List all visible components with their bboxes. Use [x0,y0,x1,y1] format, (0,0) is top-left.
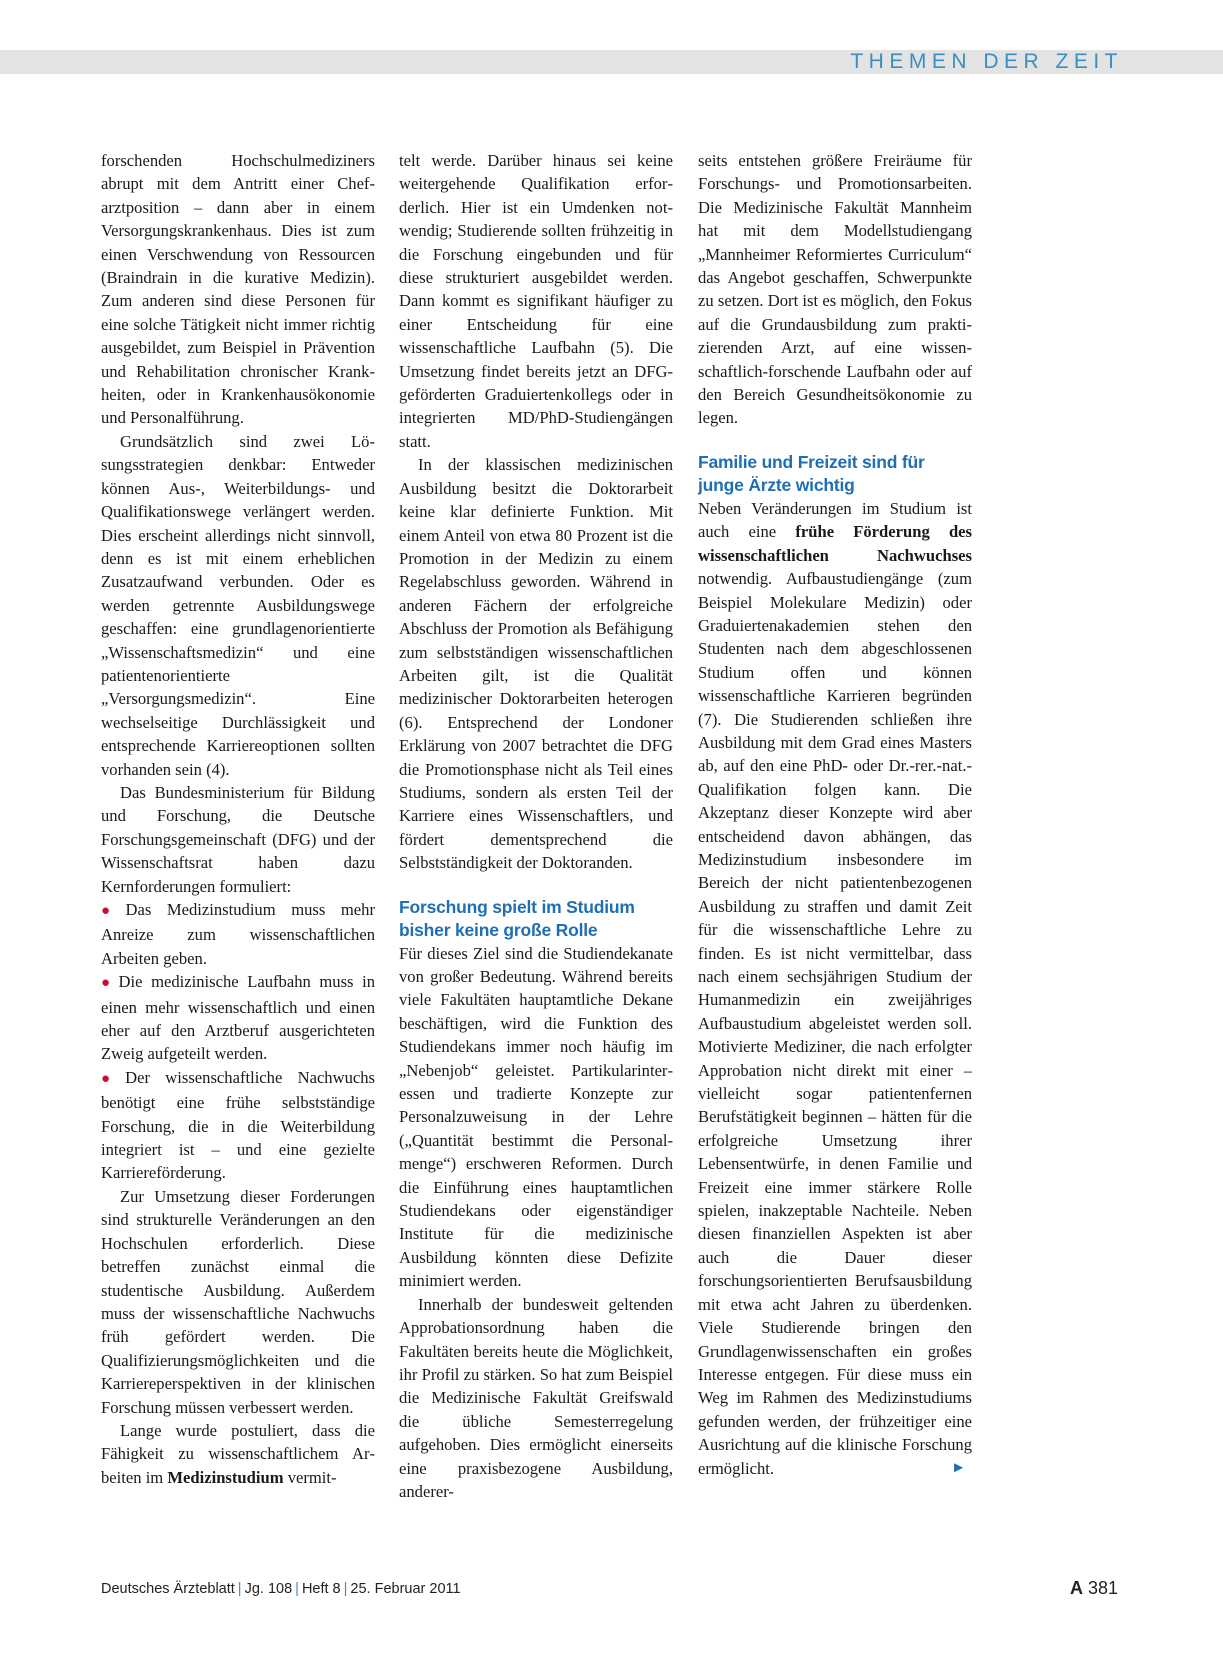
paragraph [698,497,972,1480]
subheading: Forschung spielt im Studium bisher keine große Rolle [399,896,635,940]
bullet-text: Das Medizinstudium muss mehr Anreize zum wissenschaftlichen Arbeiten geben. [101,900,375,968]
text-run: notwendig. Aufbaustudiengänge (zum Beispiel Molekulare Medizin) oder Graduiertenakademien stehen den Studenten nach dem abgeschlossenen Studium offen und können wissenschaftliche Karrieren begründen (7). Die Studierenden schließen ihre Ausbildung mit dem Grad eines Masters ab, auf den eine PhD- oder Dr.-rer.-nat.-Qualifikation folgen kann. Die Akzeptanz dieser Konzepte wird aber entscheidend davon abhängen, das Medizinstudium insbesondere im Bereich der nicht patientenbezogenen Ausbildung zu straffen und damit Zeit für die wissenschaftliche Lehre zu finden. Es ist nicht vermittelbar, dass nach einem sechsjährigen Studium der Humanmedizin ein zweijähriges Aufbaustudium abgeleistet werden soll. Motivierte Mediziner, die nach erfolgter Approbation nicht direkt mit einer – vielleicht sogar patientenfernen Berufstätigkeit beginnen – hätten für die erfolgreiche Umsetzung ihrer Lebensentwürfe, in denen Familie und Freizeit eine immer stärkere Rolle spielen, inakzeptable Nachteile. Neben diesen finanziellen Aspekten ist aber auch die Dauer dieser forschungsorientierten Berufsausbildung mit etwa acht Jahren zu überdenken. Viele Studierende bringen den Grundlagenwissenschaften ein großes Interesse entgegen. Für diese muss ein Weg im Rahmen des Medizinstudiums gefunden werden, der frühzeitiger eine Ausrichtung auf die klinische Forschung ermöglicht. [698,569,972,1478]
paragraph: Grundsätzlich sind zwei Lösungsstrategien denkbar: Entweder können Aus-, Weiterbildungs- und Qualifikationswege verlängert werden. Dies erscheint allerdings nicht sinnvoll, denn es ist mit einem erheblichen Zusatzaufwand verbunden. Oder es werden getrennte Ausbildungswege geschaffen: eine grundlagenorientierte „Wissenschaftsmedizin“ und eine patientenorientierte „Versorgungsmedizin“. Eine wechselseitige Durchlässigkeit und entsprechende Karriereoptionen sollten vorhanden sein (4). [101,431,375,779]
separator: | [295,1581,299,1597]
journal-name: Deutsches Ärzteblatt [101,1581,235,1597]
continue-arrow-icon: ► [951,1459,966,1476]
column-3 [698,149,972,1480]
bullet-item [101,970,375,1066]
paragraph: Das Bundesministerium für Bildung und Forschung, die Deutsche Forschungsgemeinschaft (DFG) und der Wissenschaftsrat haben dazu Kernforderungen formuliert: [101,782,375,896]
paragraph: telt werde. Darüber hinaus sei keine weitergehende Qualifikation erforderlich. Hier ist ein Umdenken notwendig; Studierende sollten frühzeitig in die Forschung eingebunden und für diese strukturiert ausgebildet werden. Dann kommt es signifikant häufiger zu einer Entscheidung für eine wissenschaftliche Laufbahn (5). Die Umsetzung findet bereits jetzt an DFG-geförderten Graduiertenkollegs oder in integrierten MD/PhD-Studiengängen statt. [399,151,673,451]
text-run: Lange wurde postuliert, dass die Fähigkeit zu wissenschaftlichem Arbeiten im [101,1420,375,1487]
bold-term: Medizinstudium [167,1467,284,1487]
column-1 [101,149,375,1489]
paragraph: seits entstehen größere Freiräume für Forschungs- und Promotionsarbeiten. Die Medizinische Fakultät Mannheim hat mit dem Modellstudiengang „Mannheimer Reformiertes Curriculum“ das Angebot geschaffen, Schwerpunkte zu setzen. Dort ist es möglich, den Fokus auf die Grundausbildung zum praktizierenden Arzt, auf eine wissenschaftlich-forschende Laufbahn oder auf den Bereich Gesundheitsökonomie zu legen. [698,151,972,428]
separator: | [237,1581,242,1597]
page-number-value: 381 [1087,1578,1118,1598]
bullet-item [101,898,375,970]
subheading: Familie und Freizeit sind für junge Ärzte wichtig [698,451,925,495]
paragraph: Innerhalb der bundesweit geltenden Approbationsordnung haben die Fakultäten bereits heute die Möglichkeit, ihr Profil zu stärken. So hat zum Beispiel die Medizinische Fakultät Greifswald die übliche Semesterregelung aufgehoben. Dies ermöglicht einerseits eine praxisbezogene Ausbildung, anderer- [399,1294,673,1501]
paragraph: In der klassischen medizinischen Ausbildung besitzt die Doktorarbeit keine klar definierte Funktion. Mit einem Anteil von etwa 80 Prozent ist die Promotion in der Medizin zu einem Regelabschluss geworden. Während in anderen Fächern der erfolgreiche Abschluss der Promotion als Befähigung zum selbstständigen wissenschaftlichen Arbeiten gilt, ist die Qualität medizinischer Doktorarbeiten heterogen (6). Entsprechend der Londoner Erklärung von 2007 betrachtet die DFG die Promotionsphase nicht als Teil eines Studiums, sondern als ersten Teil der Karriere eines Wissenschaftlers, und fördert dementsprechend die Selbstständigkeit der Doktoranden. [399,455,673,873]
page-number [1070,1578,1118,1599]
bullet-item [101,1066,375,1185]
section-title: THEMEN DER ZEIT [850,50,1123,73]
paragraph: Für dieses Ziel sind die Studiendekanate von großer Bedeutung. Während bereits viele Fakultäten hauptamtliche Dekane beschäftigen, wird die Funktion des Studiendekans immer noch häufig im „Nebenjob“ geleistet. Partikularinteressen und tradierte Konzepte zur Personalzuweisung in der Lehre („Quantität bestimmt die Personalmenge“) erschweren Reformen. Durch die Einführung eines hauptamtlichen Studiendekans oder eigenständiger Institute für die medizinische Ausbildung könnten diese Defizite minimiert werden. [399,943,673,1291]
bold-term: frühe Förderung des wissenschaftlichen Nachwuchses [698,522,972,565]
bullet-text: Die medizinische Laufbahn muss in einen mehr wissenschaftlich und einen eher auf den Arztberuf ausgerichteten Zweig aufgeteilt werden. [101,972,375,1064]
separator: | [343,1581,348,1597]
bullet-icon: ● [101,1070,122,1087]
issue: Heft 8 [301,1581,341,1597]
bullet-icon: ● [101,975,115,992]
column-2 [399,149,673,1503]
paragraph: forschenden Hochschulmediziners abrupt mit dem Antritt einer Chefarztposition – dann aber in einem Versorgungskrankenhaus. Dies ist zum einen Verschwendung von Ressourcen (Braindrain in die kurative Medizin). Zum anderen sind diese Personen für eine solche Tätigkeit nicht immer richtig ausgebildet, zum Beispiel in Prävention und Rehabilitation chronischer Krankheiten, oder in Krankenhausökonomie und Personalführung. [101,151,375,428]
bullet-icon: ● [101,903,122,919]
text-run: vermit- [283,1467,337,1487]
volume: Jg. 108 [244,1581,293,1597]
bullet-text: Der wissenschaftliche Nachwuchs benötigt eine frühe selbstständige Forschung, die in die Weiterbildung integriert ist – und eine gezielte Karriereförderung. [101,1067,376,1183]
paragraph [101,1419,375,1489]
date: 25. Februar 2011 [350,1581,461,1597]
footer-citation [101,1581,461,1597]
page-prefix: A [1069,1578,1083,1598]
paragraph: Zur Umsetzung dieser Forderungen sind strukturelle Veränderungen an den Hochschulen erforderlich. Diese betreffen zunächst einmal die studentische Ausbildung. Außerdem muss der wissenschaftliche Nachwuchs früh gefördert werden. Die Qualifizierungsmöglichkeiten und die Karriereperspektiven in der klinischen Forschung müssen verbessert werden. [101,1186,375,1417]
text-run: Neben Veränderungen im Studium ist auch eine [698,498,972,542]
